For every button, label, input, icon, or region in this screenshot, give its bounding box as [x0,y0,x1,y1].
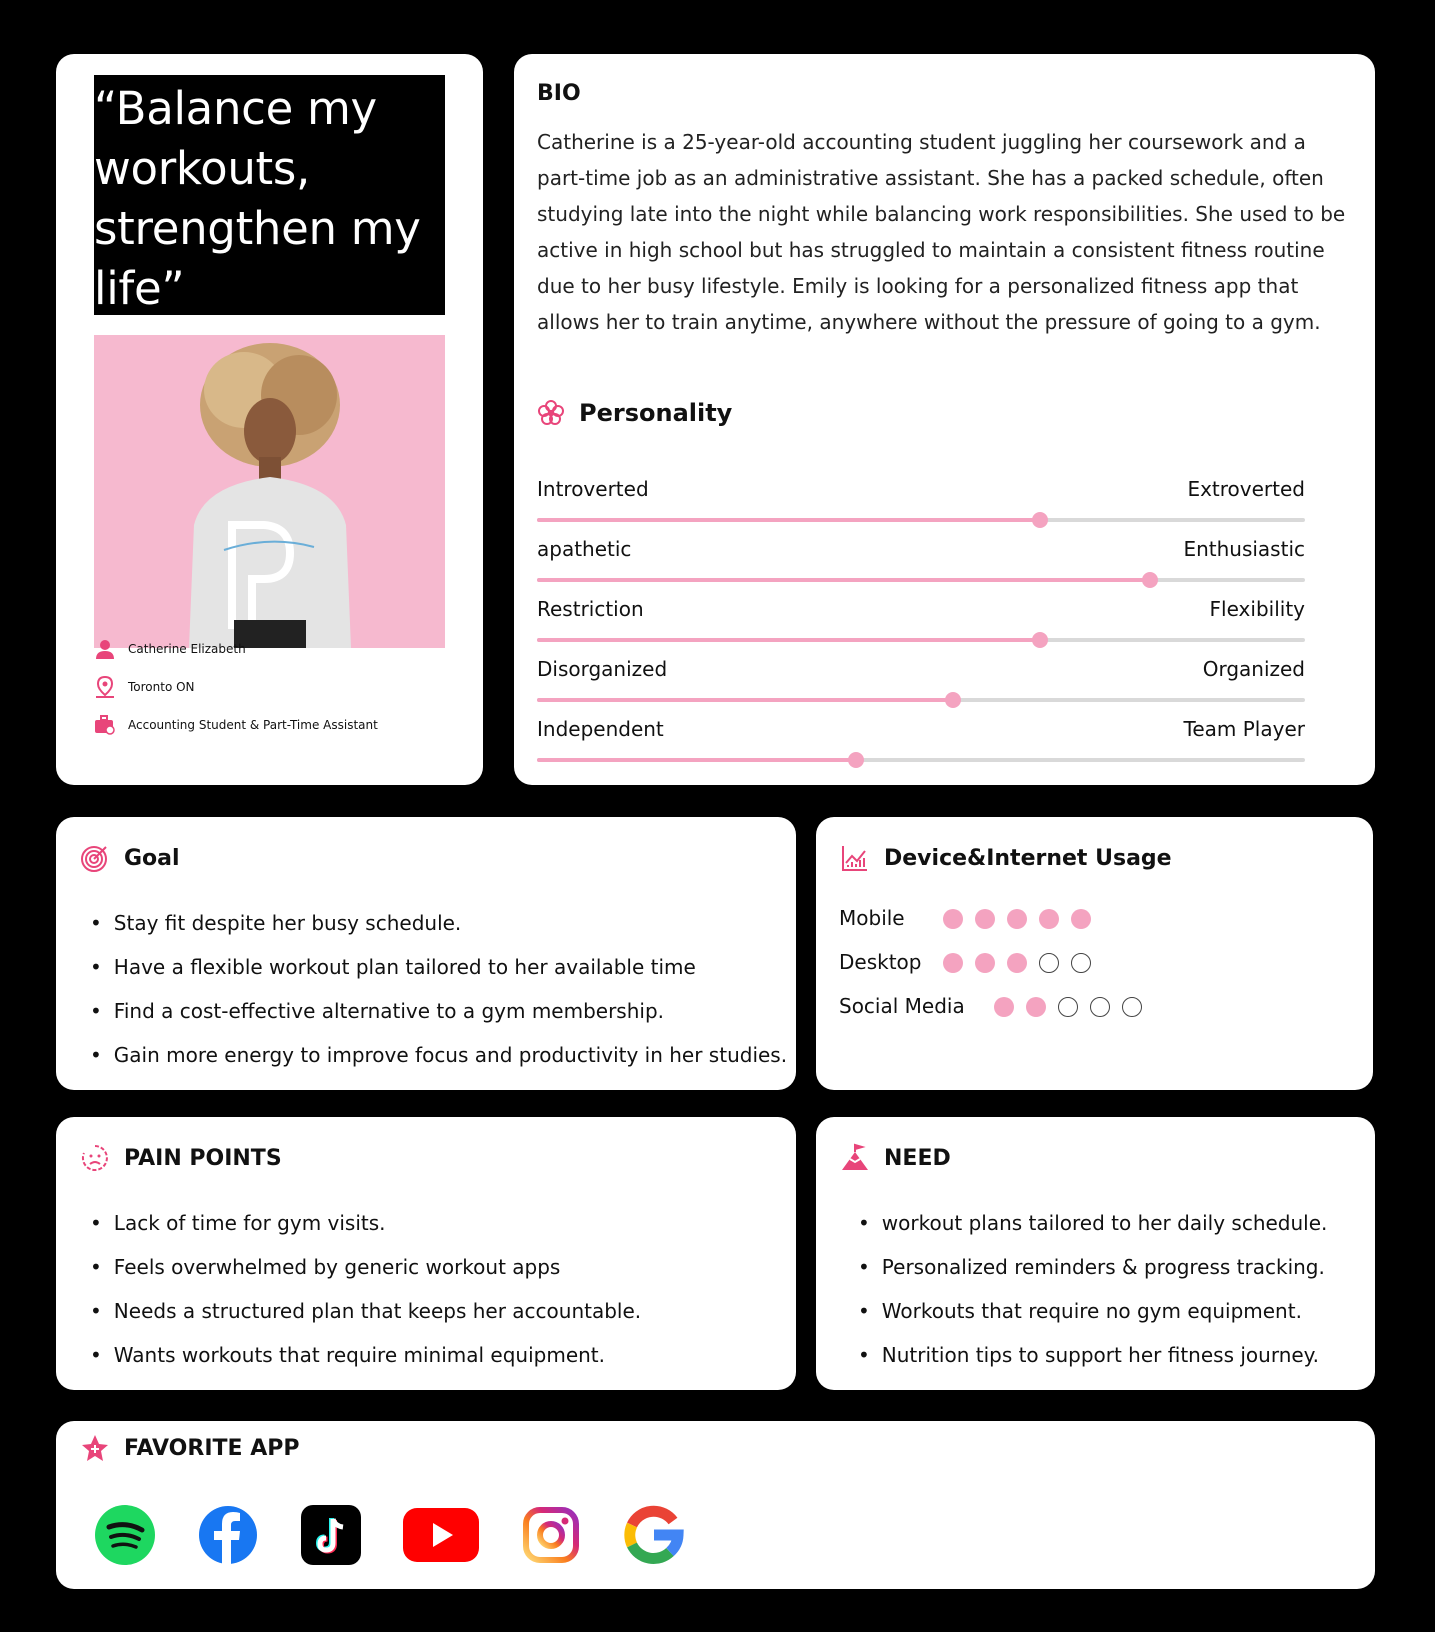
personality-title: Personality [579,399,733,427]
trait-knob [848,752,864,768]
tiktok-icon[interactable] [300,1504,362,1566]
trait-track [537,518,1305,522]
device-title: Device&Internet Usage [884,845,1172,871]
trait-right-label: Organized [1202,657,1305,681]
bio-card [514,54,1375,785]
need-header [840,1143,951,1173]
frustrated-face-icon [80,1143,110,1173]
device-label: Desktop [839,950,922,974]
trait-right-label: Extroverted [1187,477,1305,501]
rating-dots [994,997,1154,1017]
user-icon [94,638,116,660]
device-row-mobile [839,903,905,933]
list-item: • Have a flexible workout plan tailored to her available time [90,945,787,989]
list-item: • Find a cost-effective alternative to a gym membership. [90,989,787,1033]
list-item: • Feels overwhelmed by generic workout apps [90,1245,641,1289]
persona-location: Toronto ON [128,680,195,694]
youtube-icon[interactable] [403,1504,479,1566]
list-item: • Stay fit despite her busy schedule. [90,901,787,945]
rating-dot-empty [1071,953,1091,973]
favorite-app-card [56,1421,1375,1589]
rating-dot-filled [943,953,963,973]
persona-name: Catherine Elizabeth [128,642,246,656]
rating-dot-empty [1039,953,1059,973]
rating-dot-filled [975,909,995,929]
need-list [858,1201,1327,1377]
trait-knob [1032,512,1048,528]
trait-fill [537,518,1040,522]
trait-slider [537,597,1305,643]
need-title: NEED [884,1145,951,1171]
trait-slider [537,657,1305,703]
list-item: • Wants workouts that require minimal equipment. [90,1333,641,1377]
rating-dot-empty [1058,997,1078,1017]
goal-card [56,817,796,1090]
list-item: • Lack of time for gym visits. [90,1201,641,1245]
target-icon [80,843,110,873]
spotify-icon[interactable] [94,1504,156,1566]
pain-header [80,1143,282,1173]
rating-dots [943,909,1103,929]
trait-slider [537,537,1305,583]
pain-title: PAIN POINTS [124,1145,282,1171]
device-label: Social Media [839,994,965,1018]
persona-occupation: Accounting Student & Part-Time Assistant [128,718,378,732]
personality-header [537,399,732,427]
trait-right-label: Enthusiastic [1183,537,1305,561]
rating-dot-filled [1007,953,1027,973]
location-pin-icon [94,676,116,698]
rating-dots [943,953,1103,973]
trait-track [537,638,1305,642]
list-item: • workout plans tailored to her daily schedule. [858,1201,1327,1245]
profile-card [56,54,483,785]
trait-fill [537,578,1150,582]
goal-title: Goal [124,845,180,871]
device-label: Mobile [839,906,905,930]
trait-left-label: Disorganized [537,657,668,681]
trait-slider [537,717,1305,763]
need-card [816,1117,1375,1390]
trait-knob [1032,632,1048,648]
trait-slider [537,477,1305,523]
google-icon[interactable] [623,1504,685,1566]
favorite-title: FAVORITE APP [124,1435,300,1461]
location-row [94,676,195,698]
list-item: • Needs a structured plan that keeps her accountable. [90,1289,641,1333]
trait-left-label: apathetic [537,537,632,561]
trait-fill [537,638,1040,642]
bio-title: BIO [537,81,581,106]
flower-icon [537,399,565,427]
list-item: • Gain more energy to improve focus and productivity in her studies. [90,1033,787,1077]
rating-dot-filled [1071,909,1091,929]
trait-knob [945,692,961,708]
bio-text: Catherine is a 25-year-old accounting student juggling her coursework and a part-time job as an administrative assistant. She has a packed schedule, often studying late into the night while balancing work responsibilities. She used to be active in high school but has struggled to maintain a consistent fitness routine due to her busy lifestyle. Emily is looking for a personalized fitness app that allows her to train anytime, anywhere without the pressure of going to a gym. [537,130,1346,334]
trait-fill [537,758,856,762]
facebook-icon[interactable] [197,1504,259,1566]
trait-left-label: Restriction [537,597,644,621]
trait-left-label: Independent [537,717,664,741]
favorite-header [80,1433,299,1463]
briefcase-icon [94,714,116,736]
instagram-icon[interactable] [520,1504,582,1566]
app-list [94,1504,726,1566]
device-header [840,843,1172,873]
list-item: • Nutrition tips to support her fitness journey. [858,1333,1327,1377]
trait-left-label: Introverted [537,477,649,501]
list-item: • Workouts that require no gym equipment. [858,1289,1327,1333]
pain-list [90,1201,641,1377]
trait-knob [1142,572,1158,588]
persona-photo [94,335,445,648]
mountain-flag-icon [840,1143,870,1173]
trait-track [537,758,1305,762]
pain-points-card [56,1117,796,1390]
rating-dot-filled [1039,909,1059,929]
occupation-row [94,714,378,736]
name-row [94,638,246,660]
persona-quote: “Balance my workouts, strengthen my life” [94,75,445,315]
goal-list [90,901,787,1077]
rating-dot-filled [1007,909,1027,929]
rating-dot-empty [1122,997,1142,1017]
rating-dot-filled [975,953,995,973]
rating-dot-empty [1090,997,1110,1017]
trait-right-label: Team Player [1183,717,1305,741]
trait-right-label: Flexibility [1209,597,1305,621]
trait-track [537,698,1305,702]
device-row-desktop [839,947,921,977]
rating-dot-filled [1026,997,1046,1017]
device-usage-card [816,817,1373,1090]
list-item: • Personalized reminders & progress tracking. [858,1245,1327,1289]
goal-header [80,843,180,873]
rating-dot-filled [943,909,963,929]
trait-fill [537,698,953,702]
trait-track [537,578,1305,582]
device-row-social [839,991,965,1021]
rating-dot-filled [994,997,1014,1017]
star-plus-icon [80,1433,110,1463]
chart-icon [840,843,870,873]
